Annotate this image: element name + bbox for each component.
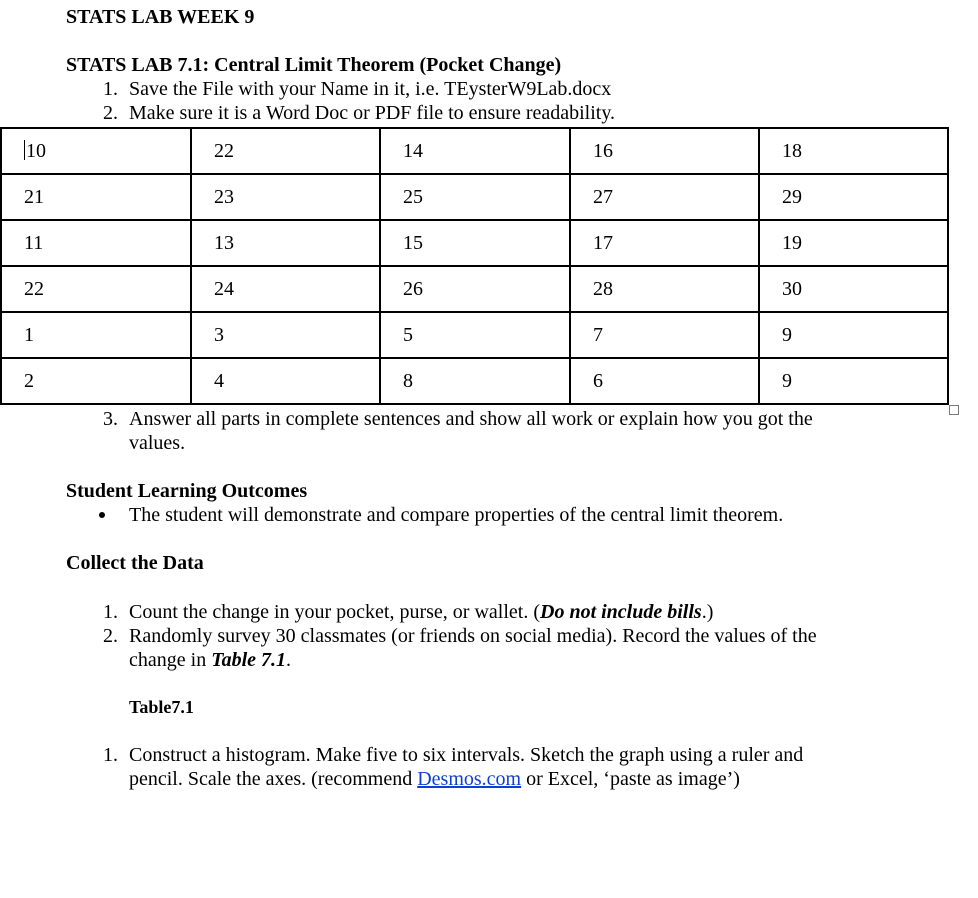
- instruction-1-number: 1.: [103, 78, 118, 100]
- instruction-3-line2: values.: [129, 432, 186, 454]
- table-row: [1, 128, 948, 174]
- table-cell[interactable]: 23: [191, 174, 380, 220]
- text-cursor: [24, 140, 25, 160]
- table-cell[interactable]: 16: [570, 128, 759, 174]
- instruction-1-text: Save the File with your Name in it, i.e. TEysterW9Lab.docx: [129, 78, 612, 100]
- lab-title: STATS LAB 7.1: Central Limit Theorem (Pocket Change): [66, 54, 562, 76]
- collect-heading: Collect the Data: [66, 552, 204, 574]
- page-heading: STATS LAB WEEK 9: [66, 6, 255, 28]
- instruction-3-line1: Answer all parts in complete sentences and show all work or explain how you got the: [129, 408, 813, 430]
- table-cell[interactable]: 30: [759, 266, 948, 312]
- data-table: [0, 127, 949, 405]
- table-cell[interactable]: 18: [759, 128, 948, 174]
- outcome-bullet-text: The student will demonstrate and compare properties of the central limit theorem.: [129, 504, 784, 526]
- collect-item-1-text: Count the change in your pocket, purse, or wallet. (Do not include bills.): [129, 601, 714, 623]
- collect-item-2-number: 2.: [103, 625, 118, 647]
- bullet-icon: [97, 510, 107, 520]
- table-cell[interactable]: [1, 128, 191, 174]
- table-cell[interactable]: 19: [759, 220, 948, 266]
- collect-item-2-line1: Randomly survey 30 classmates (or friends on social media). Record the values of the: [129, 625, 817, 647]
- table-cell[interactable]: 13: [191, 220, 380, 266]
- instruction-2-number: 2.: [103, 102, 118, 124]
- cell-value: 10: [26, 140, 46, 162]
- table-row: [1, 174, 948, 220]
- table-row: [1, 220, 948, 266]
- table-cell[interactable]: 29: [759, 174, 948, 220]
- table-cell[interactable]: 25: [380, 174, 570, 220]
- table-row: [1, 266, 948, 312]
- table-cell[interactable]: 9: [759, 312, 948, 358]
- table-cell[interactable]: 26: [380, 266, 570, 312]
- table-cell[interactable]: 9: [759, 358, 948, 404]
- table-cell[interactable]: 27: [570, 174, 759, 220]
- table-cell[interactable]: 24: [191, 266, 380, 312]
- table-reference: Table 7.1: [211, 649, 287, 671]
- table-cell[interactable]: 6: [570, 358, 759, 404]
- table-cell[interactable]: 28: [570, 266, 759, 312]
- instruction-3-number: 3.: [103, 408, 118, 430]
- histogram-item-line2: pencil. Scale the axes. (recommend Desmos.com or Excel, ‘paste as image’): [129, 768, 740, 790]
- outcomes-heading: Student Learning Outcomes: [66, 480, 308, 502]
- table-label: Table7.1: [129, 697, 194, 717]
- table-cell[interactable]: 3: [191, 312, 380, 358]
- table-cell[interactable]: 22: [191, 128, 380, 174]
- table-cell[interactable]: 22: [1, 266, 191, 312]
- histogram-item-line1: Construct a histogram. Make five to six intervals. Sketch the graph using a ruler and: [129, 744, 804, 766]
- table-cell[interactable]: 21: [1, 174, 191, 220]
- table-resize-handle[interactable]: [949, 405, 959, 415]
- table-row: [1, 312, 948, 358]
- table-cell[interactable]: 2: [1, 358, 191, 404]
- instruction-2-text: Make sure it is a Word Doc or PDF file to ensure readability.: [129, 102, 616, 124]
- table-cell[interactable]: 4: [191, 358, 380, 404]
- table-cell[interactable]: 5: [380, 312, 570, 358]
- collect-item-1-number: 1.: [103, 601, 118, 623]
- table-cell[interactable]: 11: [1, 220, 191, 266]
- desmos-link[interactable]: Desmos.com: [417, 768, 522, 790]
- table-row: [1, 358, 948, 404]
- table-cell[interactable]: 1: [1, 312, 191, 358]
- histogram-item-number: 1.: [103, 744, 118, 766]
- collect-item-1-emphasis: Do not include bills: [540, 601, 702, 623]
- table-cell[interactable]: 14: [380, 128, 570, 174]
- collect-item-2-line2: change in Table 7.1.: [129, 649, 292, 671]
- table-cell[interactable]: 17: [570, 220, 759, 266]
- table-cell[interactable]: 8: [380, 358, 570, 404]
- table-cell[interactable]: 15: [380, 220, 570, 266]
- table-cell[interactable]: 7: [570, 312, 759, 358]
